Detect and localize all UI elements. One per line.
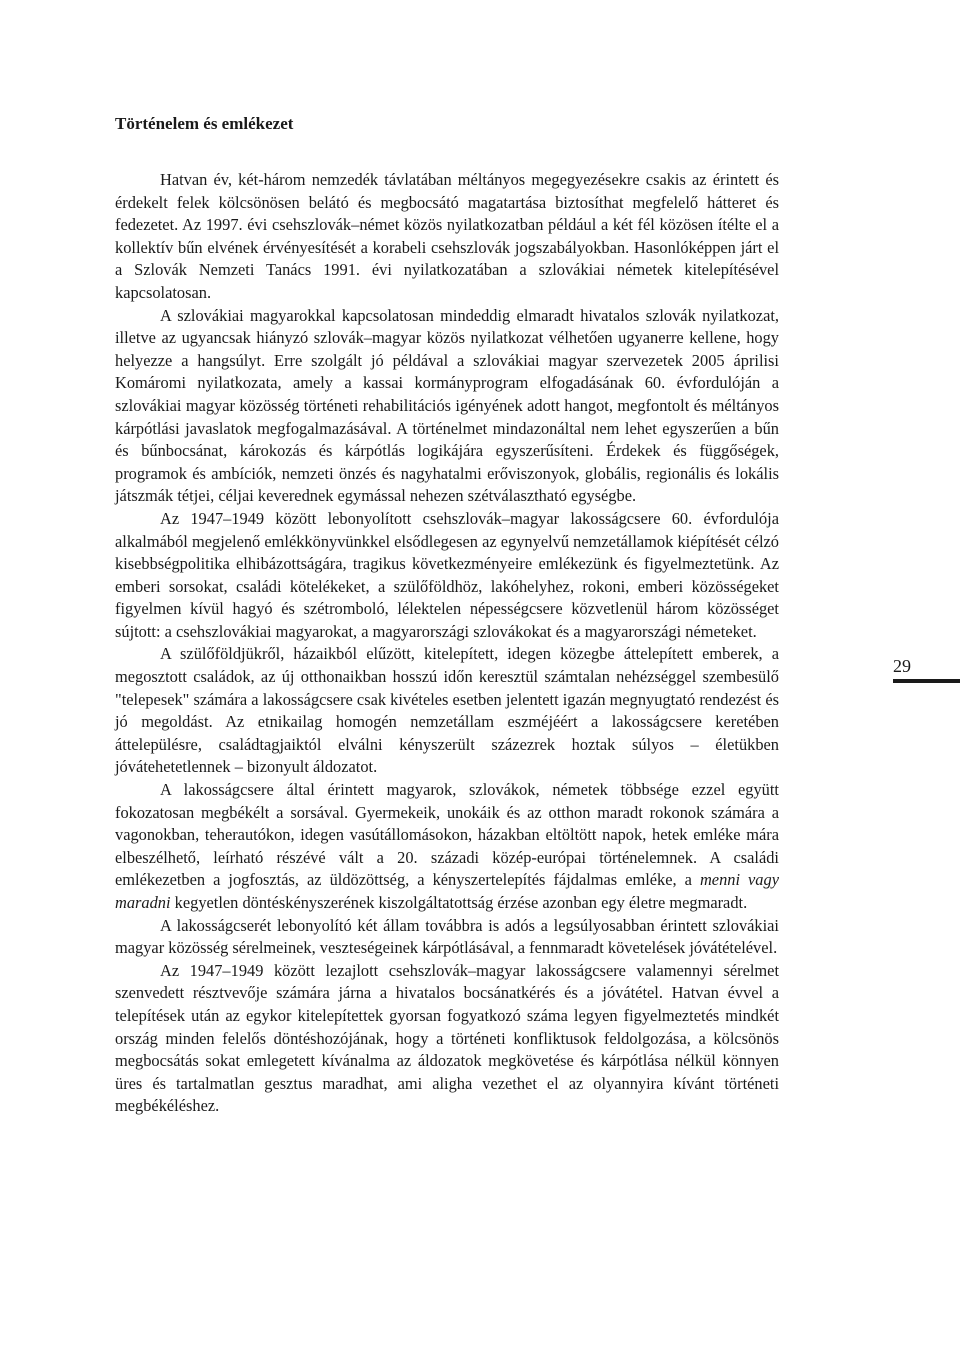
paragraph: A szlovákiai magyarokkal kapcsolatosan mindeddig elmaradt hivatalos szlovák nyilatkozat, illetve az ugyancsak hiányzó szlovák–magyar közös nyilatkozat vélhetően ugyanerre kellene, hogy helyezze a hangsúlyt. Erre szolgált jó példával a szlovákiai magyar szervezetek 2005 áprilisi Komáromi nyilatkozata, amely a kassai kormányprogram elfogadásának 60. évfordulóján a szlovákiai magyar közösség történeti rehabilitációs igényének adott hangot, megfontolt és méltányos kárpótlási javaslatok megfogalmazásával. A történelmet mindazonáltal nem lehet egyszerűen a bűn és bűnbocsánat, károkozás és kárpótlás logikájára egyszerűsíteni. Érdekek és függőségek, programok és ambíciók, nemzeti önzés és nagyhatalmi erőviszonyok, globális, regionális és lokális játszmák tétjei, céljai keverednek egymással nehezen szétválasztható egységbe. xyxy=(115,305,779,506)
body-text xyxy=(115,169,779,1118)
section-title: Történelem és emlékezet xyxy=(115,114,294,133)
page-content xyxy=(115,112,779,1118)
paragraph: Az 1947–1949 között lezajlott csehszlovák–magyar lakosságcsere valamennyi sérelmet szenvedett résztvevője számára járna a hivatalos bocsánatkérés és a jóvátétel. Hatvan évvel a telepítések után az egykor kitelepítettek gyorsan fogyatkozó száma legyen figyelmeztetés mindkét ország minden felelős döntéshozójának, hogy a történeti konfliktusok feldolgozása, a kölcsönös megbocsátás sokat emlegetett kívánalma az áldozatok megkövetése és kárpótlása nélkül könnyen üres és tartalmatlan gesztus maradhat, ami aligha vezethet el az olyannyira kívánt történeti megbékéléshez. xyxy=(115,960,779,1116)
paragraph-text: A lakosságcsere által érintett magyarok, szlovákok, németek többsége ezzel együtt fokozatosan megbékélt a sorsával. Gyermekeik, unokáik és az otthon maradt rokonok számára a vagonokban, teherautókon, idegen vasútállomásokon, házakban eltöltött napok, hetek emléke mára elbeszélhető, leírható részévé vált a 20. századi közép-európai történelemnek. A családi emlékezetben a jogfosztás, az üldözöttség, a kényszertelepítés fájdalmas emléke, a xyxy=(115,780,779,890)
paragraph-text: kegyetlen döntéskényszerének kiszolgáltatottság érzése azonban egy életre megmaradt. xyxy=(170,893,748,912)
page-number-rule xyxy=(893,679,960,683)
paragraph: A lakosságcserét lebonyolító két állam továbbra is adós a legsúlyosabban érintett szlovákiai magyar közösség sérelmeinek, veszteségeinek kárpótlásával, a fennmaradt követelések jóvátételével. xyxy=(115,915,779,958)
emphasized-phrase: menni vagy maradni xyxy=(115,870,779,912)
paragraph xyxy=(115,779,779,915)
paragraph: A szülőföldjükről, házaikból elűzött, kitelepített, idegen közegbe áttelepített emberek, a megosztott családok, az új otthonaikban hosszú időn keresztül számtalan nehézséggel szembesülő "telepesek" számára a lakosságcsere csak kivételes esetben jelentett igazán megnyugtató rendezést és jó megoldást. Az etnikailag homogén nemzetállam eszméjéért a lakosságcsere keretében áttelepülésre, családtagjaiktól elválni kényszerült százezrek hoztak súlyos – életükben jóvátehetetlennek – bizonyult áldozatot. xyxy=(115,644,779,777)
paragraph: Az 1947–1949 között lebonyolított csehszlovák–magyar lakosságcsere 60. évfordulója alkalmából megjelenő emlékkönyvünkkel elsődlegesen az egynyelvű nemzetállamok kiépítését célzó kisebbségpolitika elhibázottságára, tragikus következményeire emlékezünk és figyelmeztetünk. Az emberi sorsokat, családi kötelékeket, a szülőföldhöz, lakóhelyhez, rokoni, emberi közösségeket figyelmen kívül hagyó és szétromboló, lélektelen népességcsere közvetlenül három közösséget sújtott: a csehszlovákiai magyarokat, a magyarországi szlovákokat és a magyarországi németeket. xyxy=(115,508,779,641)
page-number: 29 xyxy=(893,656,911,676)
paragraph: Hatvan év, két-három nemzedék távlatában méltányos megegyezésekre csakis az érintett és érdekelt felek kölcsönösen belátó és megbocsátó magatartása biztosíthat megfelelő hátteret és fedezetet. Az 1997. évi csehszlovák–német közös nyilatkozatban például a két fél közösen ítélte el a kollektív bűn elvének érvényesítését a korabeli csehszlovák jogszabályokban. Hasonlóképpen járt el a Szlovák Nemzeti Tanács 1991. évi nyilatkozatában a szlovákiai németek kitelepítésével kapcsolatosan. xyxy=(115,170,779,302)
